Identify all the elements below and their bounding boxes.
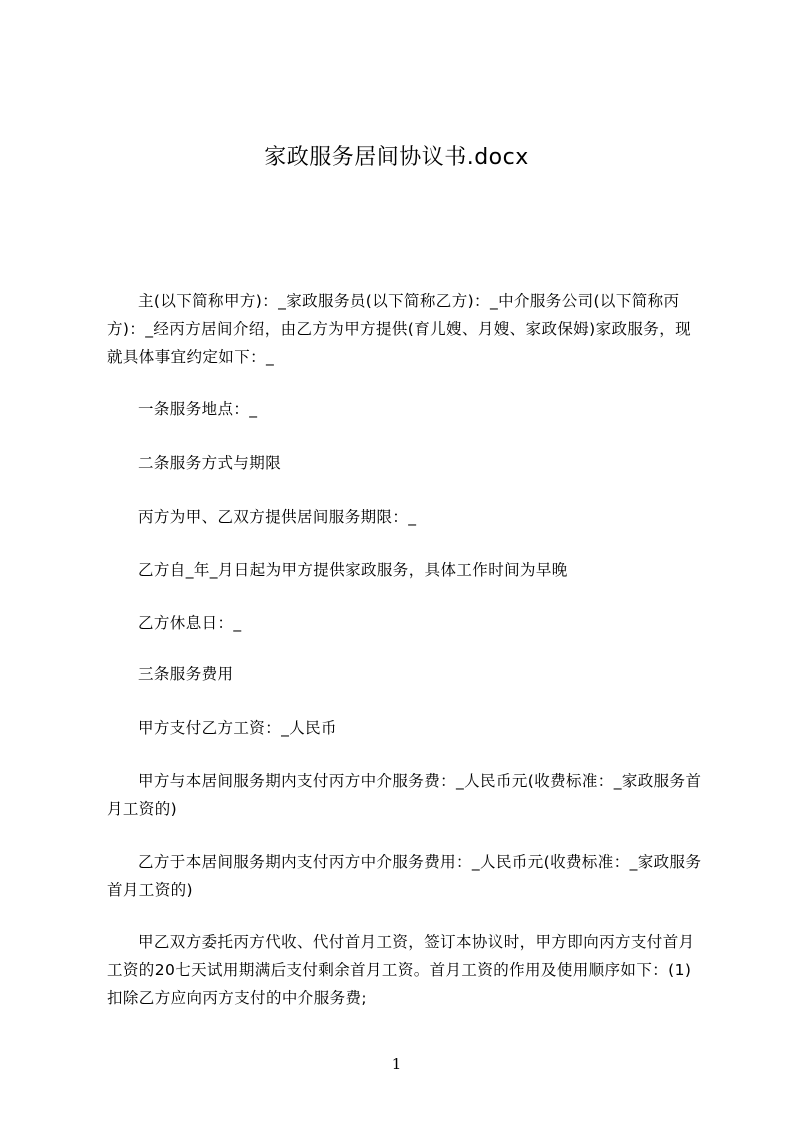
paragraph-party-a-fee: 甲方与本居间服务期内支付丙方中介服务费：_人民币元(收费标准：_家政服务首月工资的): [107, 772, 702, 818]
paragraph-wage: 甲方支付乙方工资：_人民币: [138, 719, 337, 737]
paragraph-fees-heading: 三条服务费用: [138, 665, 234, 683]
paragraph-first-month-wage: 甲乙双方委托丙方代收、代付首月工资，签订本协议时，甲方即向丙方支付首月工资的20七天试用期满后支付剩余首月工资。首月工资的作用及使用顺序如下：(1)扣除乙方应向丙方支付的中介服务费;: [107, 933, 695, 1007]
paragraph-service-location: 一条服务地点：_: [138, 400, 258, 418]
paragraph-service-period: 丙方为甲、乙双方提供居间服务期限：_: [138, 508, 417, 526]
paragraph-service-method-heading: 二条服务方式与期限: [138, 454, 282, 472]
paragraph-party-b-fee: 乙方于本居间服务期内支付丙方中介服务费用：_人民币元(收费标准：_家政服务首月工资的): [107, 853, 702, 899]
paragraph-rest-day: 乙方休息日：_: [138, 614, 242, 632]
paragraph-parties: 主(以下简称甲方)：_家政服务员(以下简称乙方)：_中介服务公司(以下简称丙方)：_经丙方居间介绍，由乙方为甲方提供(育儿嫂、月嫂、家政保姆)家政服务，现就具体事宜约定如下：_: [107, 292, 691, 366]
document-title: 家政服务居间协议书.docx: [264, 145, 529, 170]
page-number: 1: [391, 1055, 402, 1073]
paragraph-work-start: 乙方自_年_月日起为甲方提供家政服务，具体工作时间为早晚: [138, 561, 568, 579]
